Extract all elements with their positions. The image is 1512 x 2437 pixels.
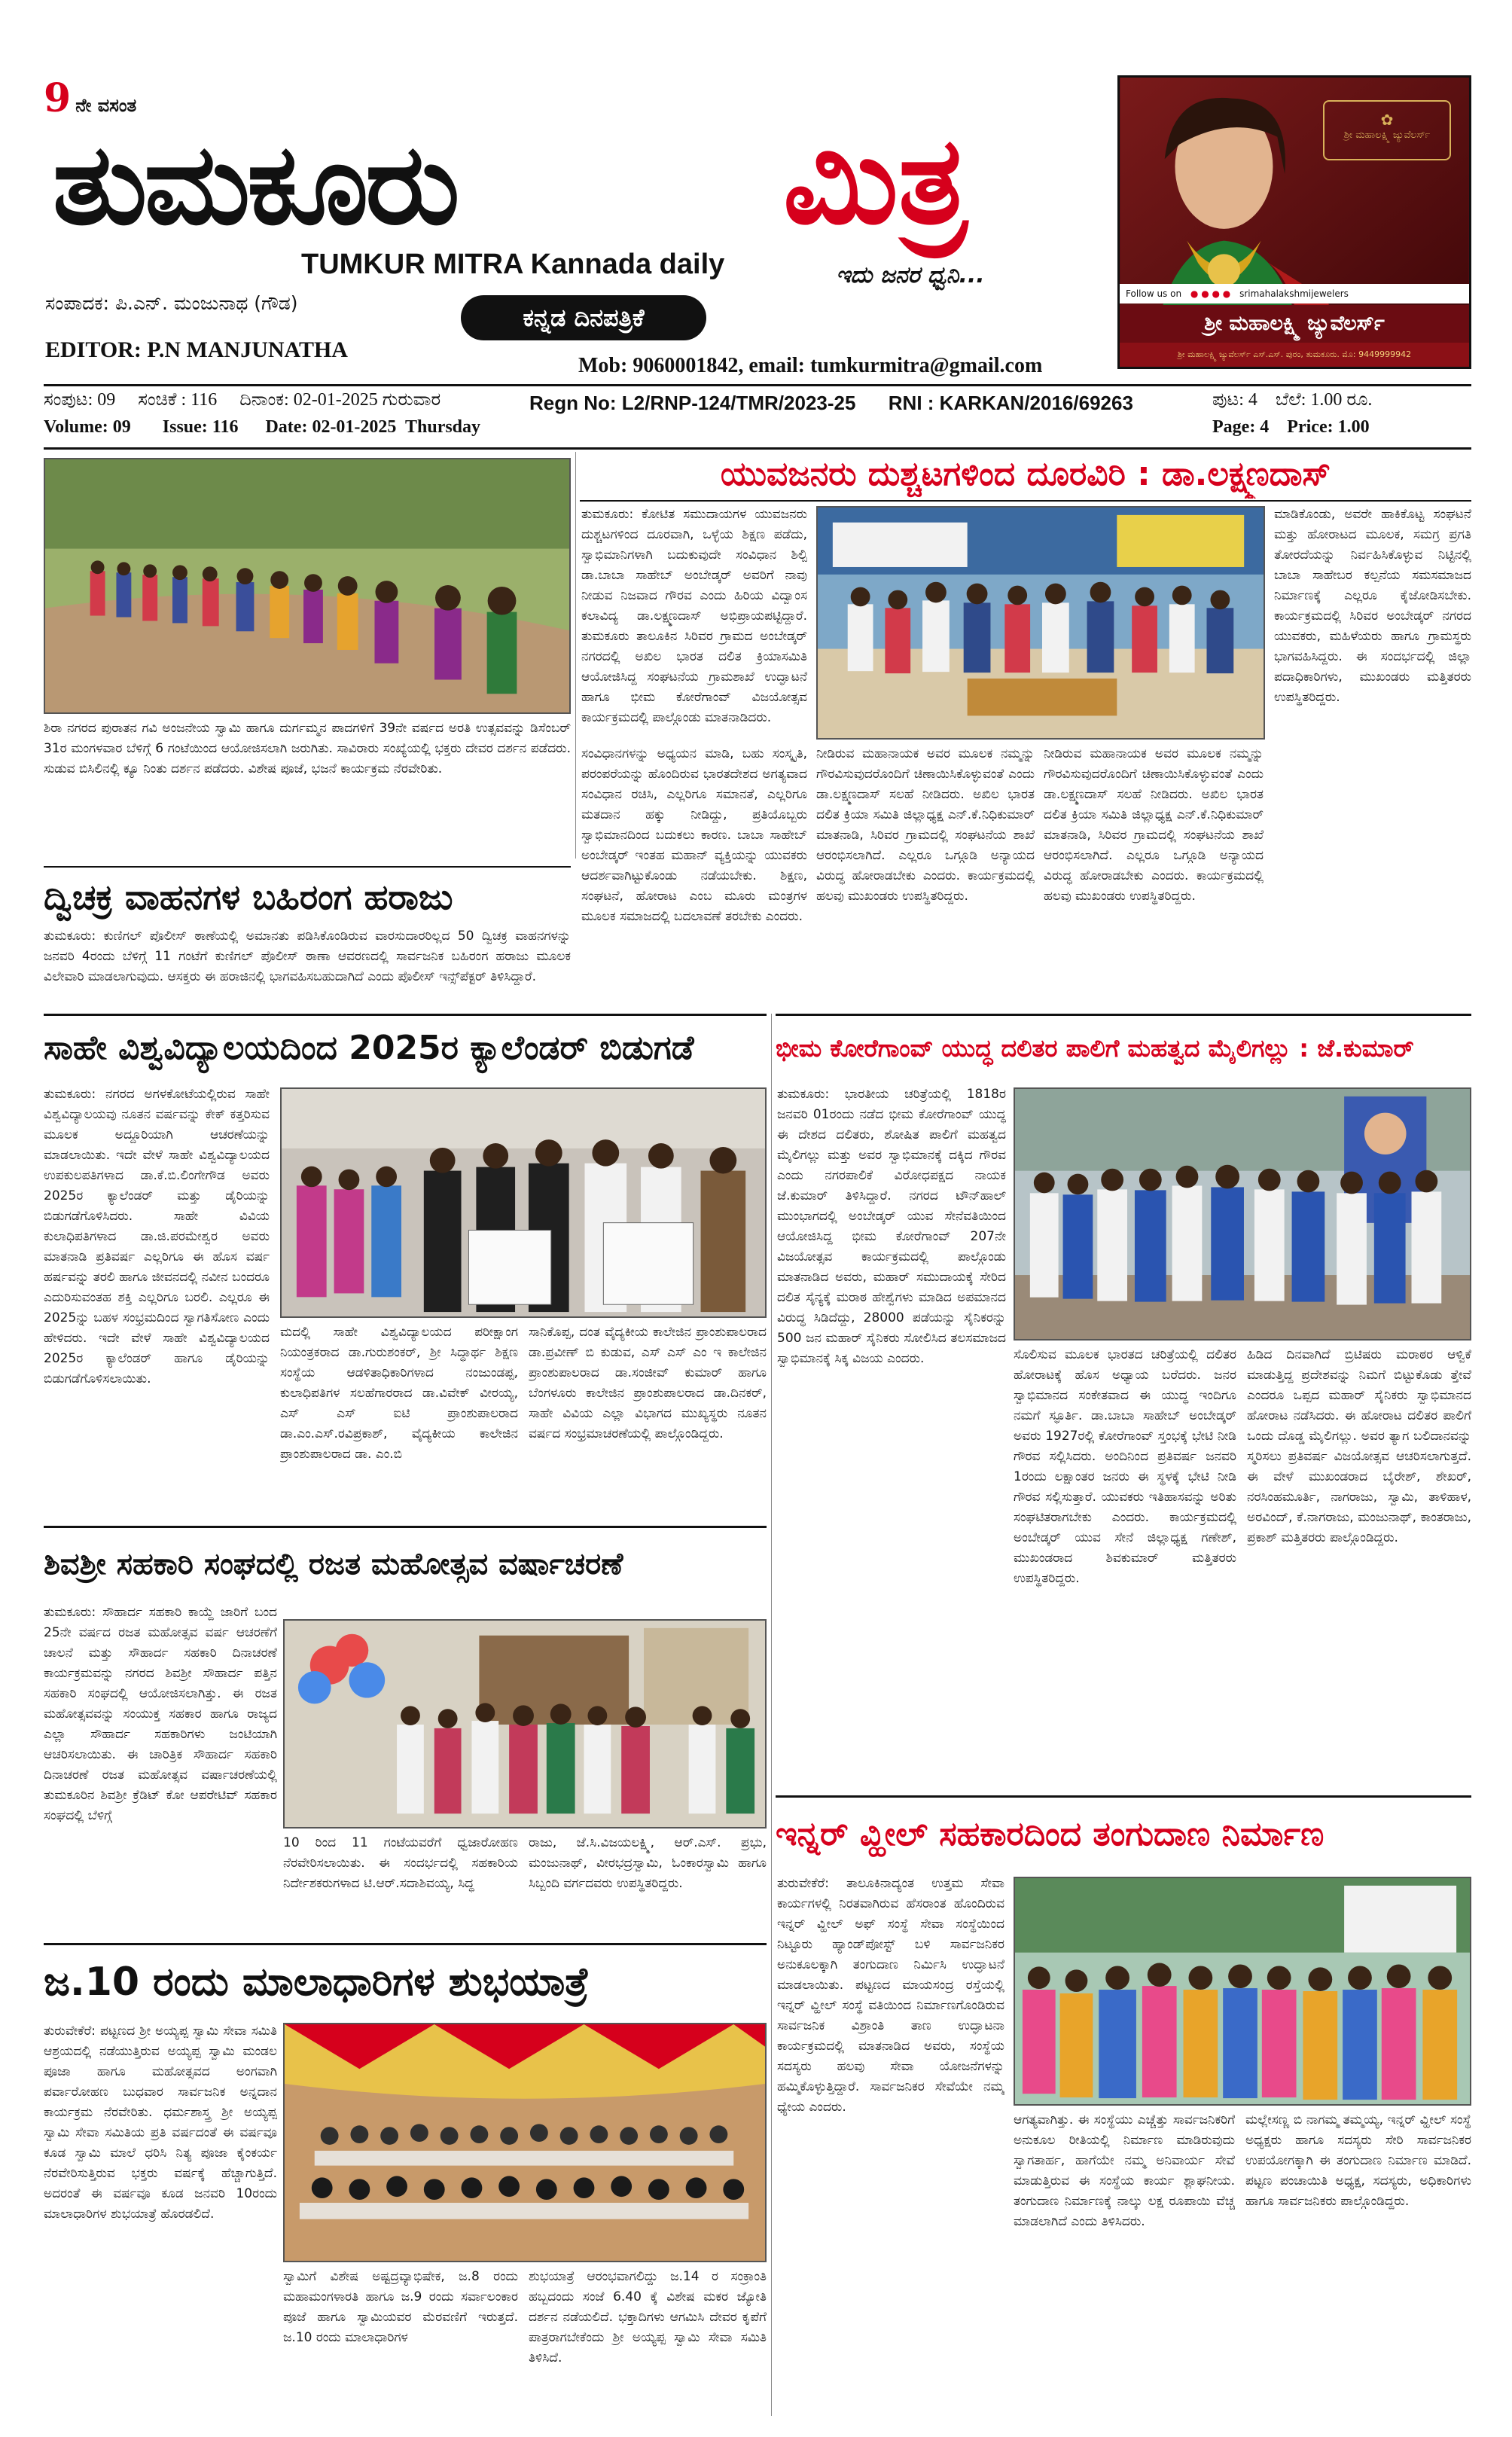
auction-headline: ದ್ವಿಚಕ್ರ ವಾಹನಗಳ ಬಹಿರಂಗ ಹರಾಜು: [44, 877, 453, 917]
auction-body: ತುಮಕೂರು: ಕುಣಿಗಲ್ ಪೊಲೀಸ್ ಠಾಣೆಯಲ್ಲಿ ಅಮಾನತು ಪಡಿಸಿಕೊಂಡಿರುವ ವಾರಸುದಾರರಿಲ್ಲದ 50 ದ್ವಿಚಕ್ರ ವಾಹನಗಳನ್ನು ಜನವರಿ 4ರಂದು ಬೆಳಿಗ್ಗೆ 11 ಗಂಟೆಗೆ ಕುಣಿಗಲ್ ಪೊಲೀಸ್ ಠಾಣಾ ಆವರಣದಲ್ಲಿ ಸಾರ್ವಜನಿಕ ಬಹಿರಂಗ ಹರಾಜು ಮೂಲಕ ವಿಲೇವಾರಿ ಮಾಡಲಾಗುವುದು. ಆಸಕ್ತರು ಈ ಹರಾಜಿನಲ್ಲಿ ಭಾಗವಹಿಸಬಹುದಾಗಿದೆ ಎಂದು ಪೊಲೀಸ್ ಇನ್ಸ್‌ಪೆಕ್ಟರ್ ತಿಳಿಸಿದ್ದಾರೆ.: [44, 929, 571, 984]
koregaon-col3: ಹಿಡಿದ ದಿನವಾಗಿದೆ ಬ್ರಿಟಿಷರು ಮರಾಠರ ಆಳ್ವಿಕೆ ಮಾಡುತ್ತಿದ್ದ ಪ್ರದೇಶವನ್ನು ನಿಮಗೆ ಬಿಟ್ಟುಕೊಡು ತ್ತೇವೆ ಎಂದರೂ ಒಪ್ಪದ ಮಹಾರ್ ಸೈನಿಕರು ಸ್ವಾಭಿಮಾನದ ಹೋರಾಟ ನಡೆಸಿದರು. ಈ ಹೋರಾಟ ದಲಿತರ ಪಾಲಿಗೆ ಒಂದು ದೊಡ್ಡ ಮೈಲಿಗಲ್ಲು. ಅವರ ತ್ಯಾಗ ಬಲಿದಾನವನ್ನು ಸ್ಮರಿಸಲು ಪ್ರತಿವರ್ಷ ವಿಜಯೋತ್ಸವ ಆಚರಿಸಲಾಗುತ್ತದೆ. ಈ ವೇಳೆ ಮುಖಂಡರಾದ ಬೈರೇಶ್, ಶೇಖರ್, ನರಸಿಂಹಮೂರ್ತಿ, ನಾಗರಾಜು, ಸ್ವಾಮಿ, ತಾಳಿಹಾಳ, ಅರವಿಂದ್, ಕೆ.ನಾಗರಾಜು, ಮಂಜುನಾಥ್, ಕಾಂತರಾಜು, ಪ್ರಕಾಶ್ ಮತ್ತಿತರರು ಪಾಲ್ಗೊಂಡಿದ್ದರು.: [1247, 1347, 1471, 1545]
shivashri-event-photo: [283, 1619, 767, 1829]
koregaon-event-photo: [1014, 1087, 1471, 1341]
sahe-col1: ತುಮಕೂರು: ನಗರದ ಅಗಳಕೋಟೆಯಲ್ಲಿರುವ ಸಾಹೇ ವಿಶ್ವವಿದ್ಯಾಲಯವು ನೂತನ ವರ್ಷವನ್ನು ಕೇಕ್ ಕತ್ತರಿಸುವ ಮೂಲಕ ಅದ್ದೂರಿಯಾಗಿ ಆಚರಣೆಯನ್ನು ಮಾಡಲಾಯಿತು. ಇದೇ ವೇಳೆ ಸಾಹೇ ವಿಶ್ವವಿದ್ಯಾಲಯದ ಉಪಕುಲಪತಿಗಳಾದ ಡಾ.ಕೆ.ಬಿ.ಲಿಂಗೇಗೌಡ ಅವರು 2025ರ ಕ್ಯಾಲೆಂಡರ್ ಮತ್ತು ಡೈರಿಯನ್ನು ಬಿಡುಗಡೆಗೊಳಿಸಿದರು. ಸಾಹೇ ವಿವಿಯ ಕುಲಾಧಿಪತಿಗಳಾದ ಡಾ.ಜಿ.ಪರಮೇಶ್ವರ ಅವರು ಮಾತನಾಡಿ ಪ್ರತಿವರ್ಷ ಎಲ್ಲರಿಗೂ ಈ ಹೊಸ ವರ್ಷ ಹರ್ಷವನ್ನು ತರಲಿ ಹಾಗೂ ಜೀವನದಲ್ಲಿ ನವೀನ ಬಂದರೂ ಎದುರಿಸುವಂತಹ ಶಕ್ತಿ ಎಲ್ಲರಿಗೂ ಬರಲಿ. ಎಲ್ಲರೂ ಈ 2025ನ್ನು ಬಹಳ ಸಂಭ್ರಮದಿಂದ ಸ್ವಾಗತಿಸೋಣ ಎಂದು ಹೇಳಿದರು. ಇದೇ ವೇಳೆ ಸಾಹೇ ವಿಶ್ವವಿದ್ಯಾಲಯದ 2025ರ ಕ್ಯಾಲೆಂಡರ್ ಹಾಗೂ ಡೈರಿಯನ್ನು ಬಿಡುಗಡೆಗೊಳಿಸಲಾಯಿತು.: [44, 1087, 270, 1386]
youth-event-photo: [816, 506, 1265, 740]
temple-caption: ಶಿರಾ ನಗರದ ಪುರಾತನ ಗವಿ ಅಂಜನೇಯ ಸ್ವಾಮಿ ಹಾಗೂ ದುರ್ಗಮ್ಮನ ಪಾದಗಳಿಗೆ 39ನೇ ವರ್ಷದ ಅರತಿ ಉತ್ಸವವನ್ನು ಡಿಸೆಂಬರ್ 31ರ ಮಂಗಳವಾರ ಬೆಳಿಗ್ಗೆ 6 ಗಂಟೆಯಿಂದ ಆಯೋಜಿಸಲಾಗಿ ಜರುಗಿತು. ಸಾವಿರಾರು ಸಂಖ್ಯೆಯಲ್ಲಿ ಭಕ್ತರು ದೇವರ ದರ್ಶನ ಪಡೆದರು. ಸುಡುವ ಬಿಸಿಲಿನಲ್ಲಿ ಕ್ಯೂ ನಿಂತು ದರ್ಶನ ಪಡೆದರು. ವಿಶೇಷ ಪೂಜೆ, ಭಜನೆ ಕಾರ್ಯಕ್ರಮ ನೆರವೇರಿತು.: [44, 721, 571, 776]
ad-logo: ✿ ಶ್ರೀ ಮಹಾಲಕ್ಷ್ಮಿ ಜ್ಯುವೆಲರ್ಸ್: [1323, 100, 1451, 160]
jewellery-advertisement[interactable]: [1117, 75, 1471, 369]
ad-address: ಶ್ರೀ ಮಹಾಲಕ್ಷ್ಮಿ ಜ್ಯುವೆಲರ್ಸ್ ಎಸ್.ಎಸ್. ಪುರಂ, ತುಮಕೂರು. ಮೊ: 9449999942: [1120, 343, 1469, 367]
innerwheel-col3: ಮಲ್ಲೇಸಣ್ಣ ಬಿ ನಾಗಮ್ಮ ತಮ್ಮಯ್ಯ, ಇನ್ನರ್ ವ್ಹೀಲ್ ಸಂಸ್ಥೆ ಅಧ್ಯಕ್ಷರು ಹಾಗೂ ಸದಸ್ಯರು ಸೇರಿ ಸಾರ್ವಜನಿಕರ ಉಪಯೋಗಕ್ಕಾಗಿ ಈ ತಂಗುದಾಣ ನಿರ್ಮಾಣ ಮಾಡಿದೆ. ಪಟ್ಟಣ ಪಂಚಾಯಿತಿ ಅಧ್ಯಕ್ಷ, ಸದಸ್ಯರು, ಅಧಿಕಾರಿಗಳು ಹಾಗೂ ಸಾರ್ವಜನಿಕರು ಪಾಲ್ಗೊಂಡಿದ್ದರು.: [1245, 2112, 1471, 2209]
english-title: TUMKUR MITRA Kannada daily: [301, 249, 725, 280]
ayyappa-col2: ಸ್ವಾಮಿಗೆ ವಿಶೇಷ ಅಷ್ಟದ್ರವ್ಯಾಭಿಷೇಕ, ಜ.8 ರಂದು ಮಹಾಮಂಗಳಾರತಿ ಹಾಗೂ ಜ.9 ರಂದು ಸರ್ವಾಲಂಕಾರ ಪೂಜೆ ಹಾಗೂ ಸ್ವಾಮಿಯವರ ಮೆರವಣಿಗೆ ಇರುತ್ತದೆ. ಜ.10 ರಂದು ಮಾಲಾಧಾರಿಗಳ: [283, 2269, 518, 2345]
innerwheel-top-rule: [776, 1795, 1471, 1798]
ad-brand-name: ಶ್ರೀ ಮಹಾಲಕ್ಷ್ಮಿ ಜ್ಯುವೆಲರ್ಸ್: [1120, 305, 1469, 343]
editor-english: EDITOR: P.N MANJUNATHA: [45, 337, 348, 362]
youth-article-col2: ಸಂವಿಧಾನಗಳನ್ನು ಅಧ್ಯಯನ ಮಾಡಿ, ಬಹು ಸಂಸ್ಕೃತಿ, ಪರಂಪರೆಯನ್ನು ಹೊಂದಿರುವ ಭಾರತದೇಶದ ಅಗತ್ಯವಾದ ಸಂವಿಧಾನ ರಚಿಸಿ, ಎಲ್ಲರಿಗೂ ಸಮಾನತೆ, ಎಲ್ಲರಿಗೂ ಮತದಾನ ಹಕ್ಕು ನೀಡಿದ್ದು, ಪ್ರತಿಯೊಬ್ಬರು ಸ್ವಾಭಿಮಾನದಿಂದ ಬದುಕಲು ಕಾರಣ. ಬಾಬಾ ಸಾಹೇಬ್ ಅಂಬೇಡ್ಕರ್ ಇಂತಹ ಮಹಾನ್ ವ್ಯಕ್ತಿಯನ್ನು ಯುವಕರು ಆದರ್ಶವಾಗಿಟ್ಟುಕೊಂಡು ನಡೆಯಬೇಕು. ಶಿಕ್ಷಣ, ಸಂಘಟನೆ, ಹೋರಾಟ ಎಂಬ ಮೂರು ಮಂತ್ರಗಳ ಮೂಲಕ ಸಮಾಜದಲ್ಲಿ ಬದಲಾವಣೆ ತರಬೇಕು ಎಂದರು.: [581, 746, 807, 924]
shivashri-col2: 10 ರಿಂದ 11 ಗಂಟೆಯವರೆಗೆ ಧ್ವಜಾರೋಹಣ ನೆರವೇರಿಸಲಾಯಿತು. ಈ ಸಂದರ್ಭದಲ್ಲಿ ಸಹಕಾರಿಯ ನಿರ್ದೇಶಕರುಗಳಾದ ಟಿ.ಆರ್.ಸದಾಶಿವಯ್ಯ, ಸಿದ್ಧ: [283, 1835, 518, 1891]
social-icons: ● ● ● ●: [1190, 288, 1231, 299]
registration-number: Regn No: L2/RNP-124/TMR/2023-25 RNI : KARKAN/2016/69263: [529, 392, 1133, 414]
edition-suffix: ನೇ ವಸಂತ: [75, 94, 137, 116]
sahe-col2: ಮದಲ್ಲಿ ಸಾಹೇ ವಿಶ್ವವಿದ್ಯಾಲಯದ ಪರೀಕ್ಷಾಂಗ ನಿಯಂತ್ರಕರಾದ ಡಾ.ಗುರುಶಂಕರ್, ಶ್ರೀ ಸಿದ್ಧಾರ್ಥ ಶಿಕ್ಷಣ ಸಂಸ್ಥೆಯ ಆಡಳಿತಾಧಿಕಾರಿಗಳಾದ ನಂಜುಂಡಪ್ಪ, ಕುಲಾಧಿಪತಿಗಳ ಸಲಹೆಗಾರರಾದ ಡಾ.ವಿವೇಕ್ ವೀರಯ್ಯ, ಎಸ್ ಎಸ್ ಐಟಿ ಪ್ರಾಂಶುಪಾಲರಾದ ಡಾ.ಎಂ.ಎಸ್.ರವಿಪ್ರಕಾಶ್, ವೈದ್ಯಕೀಯ ಕಾಲೇಜಿನ ಪ್ರಾಂಶುಪಾಲರಾದ ಡಾ. ಎಂ.ಬಿ: [280, 1325, 518, 1462]
ayyappa-headline: ಜ.10 ರಂದು ಮಾಲಾಧಾರಿಗಳ ಶುಭಯಾತ್ರೆ: [44, 1960, 590, 2005]
column-divider-center: [771, 1014, 772, 2416]
column-divider-left: [575, 452, 576, 859]
sahe-calendar-photo: [280, 1087, 767, 1318]
sahe-top-rule: [44, 1014, 767, 1016]
auction-top-rule: [44, 866, 571, 868]
sahe-headline: ಸಾಹೇ ವಿಶ್ವವಿದ್ಯಾಲಯದಿಂದ 2025ರ ಕ್ಯಾಲೆಂಡರ್ ಬಿಡುಗಡೆ: [44, 1029, 694, 1067]
koregaon-top-rule: [776, 1014, 1471, 1016]
ayyappa-annadana-photo: [283, 2023, 767, 2262]
contact-line: Mob: 9060001842, email: tumkurmitra@gmail.com: [578, 354, 1043, 377]
masthead-title-kannada: ತುಮಕೂರು: [53, 120, 457, 249]
temple-queue-photo: [44, 458, 571, 714]
shivashri-headline: ಶಿವಶ್ರೀ ಸಹಕಾರಿ ಸಂಘದಲ್ಲಿ ರಜತ ಮಹೋತ್ಸವ ವರ್ಷಾಚರಣೆ: [44, 1547, 623, 1581]
info-bar-bottom-rule: [44, 447, 1471, 450]
innerwheel-headline: ಇನ್ನರ್ ವ್ಹೀಲ್ ಸಹಕಾರದಿಂದ ತಂಗುದಾಣ ನಿರ್ಮಾಣ: [776, 1815, 1325, 1853]
page-price-en: Page: 4 Price: 1.00: [1212, 417, 1370, 437]
youth-article-headline: ಯುವಜನರು ದುಶ್ಚಟಗಳಿಂದ ದೂರವಿರಿ : ಡಾ.ಲಕ್ಷ್ಮಣದಾಸ್: [720, 455, 1331, 493]
page-price-kn: ಪುಟ: 4 ಬೆಲೆ: 1.00 ರೂ.: [1212, 390, 1373, 410]
edition-number: 9 ನೇ ವಸಂತ: [44, 75, 137, 121]
masthead-title-mitra: ಮಿತ್ರ: [783, 110, 968, 251]
kannada-daily-badge: ಕನ್ನಡ ದಿನಪತ್ರಿಕೆ: [461, 295, 706, 340]
koregaon-headline: ಭೀಮ ಕೋರೆಗಾಂವ್ ಯುದ್ಧ ದಲಿತರ ಪಾಲಿಗೆ ಮಹತ್ವದ ಮೈಲಿಗಲ್ಲು : ಜೆ.ಕುಮಾರ್: [776, 1034, 1414, 1063]
koregaon-col2: ಸೊಲಿಸುವ ಮೂಲಕ ಭಾರತದ ಚರಿತ್ರೆಯಲ್ಲಿ ದಲಿತರ ಹೋರಾಟಕ್ಕೆ ಹೊಸ ಅಧ್ಯಾಯ ಬರೆದರು. ಜನರ ಸ್ವಾಭಿಮಾನದ ಸಂಕೇತವಾದ ಈ ಯುದ್ಧ ಇಂದಿಗೂ ನಮಗೆ ಸ್ಫೂರ್ತಿ. ಡಾ.ಬಾಬಾ ಸಾಹೇಬ್ ಅಂಬೇಡ್ಕರ್ ಅವರು 1927ರಲ್ಲಿ ಕೋರೆಗಾಂವ್ ಸ್ತಂಭಕ್ಕೆ ಭೇಟಿ ನೀಡಿ ಗೌರವ ಸಲ್ಲಿಸಿದರು. ಅಂದಿನಿಂದ ಪ್ರತಿವರ್ಷ ಜನವರಿ 1ರಂದು ಲಕ್ಷಾಂತರ ಜನರು ಈ ಸ್ಥಳಕ್ಕೆ ಭೇಟಿ ನೀಡಿ ಗೌರವ ಸಲ್ಲಿಸುತ್ತಾರೆ. ಯುವಕರು ಇತಿಹಾಸವನ್ನು ಅರಿತು ಸಂಘಟಿತರಾಗಬೇಕು ಎಂದರು. ಕಾರ್ಯಕ್ರಮದಲ್ಲಿ ಅಂಬೇಡ್ಕರ್ ಯುವ ಸೇನೆ ಜಿಲ್ಲಾಧ್ಯಕ್ಷ ಗಣೇಶ್, ಮುಖಂಡರಾದ ಶಿವಕುಮಾರ್ ಮತ್ತಿತರರು ಉಪಸ್ಥಿತರಿದ್ದರು.: [1014, 1347, 1236, 1586]
editor-kannada: ಸಂಪಾದಕ: ಪಿ.ಎನ್. ಮಂಜುನಾಥ (ಗೌಡ): [45, 292, 298, 314]
youth-article-col1: ತುಮಕೂರು: ಕೋಟಿತ ಸಮುದಾಯಗಳ ಯುವಜನರು ದುಶ್ಚಟಗಳಿಂದ ದೂರವಾಗಿ, ಒಳ್ಳೆಯ ಶಿಕ್ಷಣ ಪಡೆದು, ಸ್ವಾಭಿಮಾನಿಗಳಾಗಿ ಬದುಕುವುದೇ ಸಂವಿಧಾನ ಶಿಲ್ಪಿ ಡಾ.ಬಾಬಾ ಸಾಹೇಬ್ ಅಂಬೇಡ್ಕರ್ ಅವರಿಗೆ ನಾವು ನೀಡುವ ನಿಜವಾದ ಗೌರವ ಎಂದು ಹಿರಿಯ ವಿದ್ವಾಂಸ ಕಲಾವಿದ್ಯ ಡಾ.ಲಕ್ಷ್ಮಣದಾಸ್ ಅಭಿಪ್ರಾಯಪಟ್ಟಿದ್ದಾರೆ. ತುಮಕೂರು ತಾಲೂಕಿನ ಸಿರಿವರ ಗ್ರಾಮದ ಅಂಬೇಡ್ಕರ್ ನಗರದಲ್ಲಿ ಅಖಿಲ ಭಾರತ ದಲಿತ ಕ್ರಿಯಾಸಮಿತಿ ಆಯೋಜಿಸಿದ್ದ ಸಂಘಟನೆಯ ಗ್ರಾಮಶಾಖೆ ಉದ್ಘಾಟನೆ ಹಾಗೂ ಭೀಮ ಕೋರೆಗಾಂವ್ ವಿಜಯೋತ್ಸವ ಕಾರ್ಯಕ್ರಮದಲ್ಲಿ ಪಾಲ್ಗೊಂಡು ಮಾತನಾಡಿದರು.: [581, 507, 807, 725]
ayyappa-col1: ತುರುವೇಕೆರೆ: ಪಟ್ಟಣದ ಶ್ರೀ ಅಯ್ಯಪ್ಪ ಸ್ವಾಮಿ ಸೇವಾ ಸಮಿತಿ ಆಶ್ರಯದಲ್ಲಿ ನಡೆಯುತ್ತಿರುವ ಅಯ್ಯಪ್ಪ ಸ್ವಾಮಿ ಮಂಡಲ ಪೂಜಾ ಹಾಗೂ ಮಹೋತ್ಸವದ ಅಂಗವಾಗಿ ಪರ್ವಾರೋಹಣ ಬುಧವಾರ ಸಾರ್ವಜನಿಕ ಅನ್ನದಾನ ಕಾರ್ಯಕ್ರಮ ನೆರವೇರಿತು. ಧರ್ಮಶಾಸ್ತ್ರ ಶ್ರೀ ಅಯ್ಯಪ್ಪ ಸ್ವಾಮಿ ಸೇವಾ ಸಮಿತಿಯ ಪ್ರತಿ ವರ್ಷದಂತೆ ಈ ವರ್ಷವೂ ಕೂಡ ಸ್ವಾಮಿ ಮಾಲೆ ಧರಿಸಿ ನಿತ್ಯ ಪೂಜಾ ಕೈಂಕರ್ಯ ನೆರವೇರಿಸುತ್ತಿರುವ ಭಕ್ತರು ವರ್ಷಕ್ಕೆ ಹೆಚ್ಚಾಗುತ್ತಿದೆ. ಅದರಂತೆ ಈ ವರ್ಷವೂ ಕೂಡ ಜನವರಿ 10ರಂದು ಮಾಲಾಧಾರಿಗಳ ಶುಭಯಾತ್ರೆ ಹೊರಡಲಿದೆ.: [44, 2024, 277, 2222]
youth-article-col4: ಮಾಡಿಕೊಂಡು, ಅವರೇ ಹಾಕಿಕೊಟ್ಟ ಸಂಘಟನೆ ಮತ್ತು ಹೋರಾಟದ ಮೂಲಕ, ಸಮಗ್ರ ಪ್ರಗತಿ ತೋರದೆಯನ್ನು ನಿರ್ವಹಿಸಿಕೊಳ್ಳುವ ನಿಟ್ಟಿನಲ್ಲಿ ಬಾಬಾ ಸಾಹೇಬರ ಕಲ್ಪನೆಯ ಸಮಸಮಾಜದ ನಿರ್ಮಾಣಕ್ಕೆ ಎಲ್ಲರೂ ಕೈಜೋಡಿಸಬೇಕು. ಕಾರ್ಯಕ್ರಮದಲ್ಲಿ ಸಿರಿವರ ಅಂಬೇಡ್ಕರ್ ನಗರದ ಯುವಕರು, ಮಹಿಳೆಯರು ಹಾಗೂ ಗ್ರಾಮಸ್ಥರು ಭಾಗವಹಿಸಿದ್ದರು. ಈ ಸಂದರ್ಭದಲ್ಲಿ ಜಿಲ್ಲಾ ಪದಾಧಿಕಾರಿಗಳು, ಮುಖಂಡರು ಮತ್ತಿತರರು ಉಪಸ್ಥಿತರಿದ್ದರು.: [1274, 507, 1471, 705]
info-bar: [44, 389, 1471, 446]
innerwheel-group-photo: [1014, 1877, 1471, 2106]
info-bar-top-rule: [44, 384, 1471, 386]
ayyappa-top-rule: [44, 1943, 767, 1945]
koregaon-col1: ತುಮಕೂರು: ಭಾರತೀಯ ಚರಿತ್ರೆಯಲ್ಲಿ 1818ರ ಜನವರಿ 01ರಂದು ನಡೆದ ಭೀಮ ಕೋರೆಗಾಂವ್ ಯುದ್ಧ ಈ ದೇಶದ ದಲಿತರು, ಶೋಷಿತ ಪಾಲಿಗೆ ಮಹತ್ವದ ಮೈಲಿಗಲ್ಲು ಮತ್ತು ಅವರ ಸ್ವಾಭಿಮಾನಕ್ಕೆ ದಕ್ಕಿದ ಗೌರವ ಎಂದು ನಗರಪಾಲಿಕೆ ವಿರೋಧಪಕ್ಷದ ನಾಯಕ ಜೆ.ಕುಮಾರ್ ತಿಳಿಸಿದ್ದಾರೆ. ನಗರದ ಟೌನ್‌ಹಾಲ್ ಮುಂಭಾಗದಲ್ಲಿ ಅಂಬೇಡ್ಕರ್ ಯುವ ಸೇನೆವತಿಯಿಂದ ಆಯೋಜಿಸಿದ್ದ ಭೀಮ ಕೋರೆಗಾಂವ್ 207ನೇ ವಿಜಯೋತ್ಸವ ಕಾರ್ಯಕ್ರಮದಲ್ಲಿ ಪಾಲ್ಗೊಂಡು ಮಾತನಾಡಿದ ಅವರು, ಮಹಾರ್ ಸಮುದಾಯಕ್ಕೆ ಸೇರಿದ ದಲಿತ ಸೈನ್ಯಕ್ಕೆ ಮರಾಠ ಹೇಶ್ವೆಗಳು ಮಾಡಿದ ಅಪಮಾನದ ವಿರುದ್ಧ ಸಿಡಿದೆದ್ದು, 28000 ಪಡೆಯನ್ನು ಸೈನಿಕರನ್ನು 500 ಜನ ಮಹಾರ್ ಸೈನಿಕರು ಸೋಲಿಸಿದ ತಲಸಮಾಜದ ಸ್ವಾಭಿಮಾನಕ್ಕೆ ಸಿಕ್ಕ ವಿಜಯ ಎಂದರು.: [777, 1087, 1006, 1366]
shivashri-col3: ರಾಜು, ಜೆ.ಸಿ.ವಿಜಯಲಕ್ಷ್ಮಿ, ಆರ್.ಎಸ್. ಪ್ರಭು, ಮಂಜುನಾಥ್, ವೀರಭದ್ರಸ್ವಾಮಿ, ಓಂಕಾರಸ್ವಾಮಿ ಹಾಗೂ ಸಿಬ್ಬಂದಿ ವರ್ಗದವರು ಉಪಸ್ಥಿತರಿದ್ದರು.: [529, 1835, 767, 1891]
youth-headline-rule: [580, 500, 1471, 502]
volume-issue-date-en: Volume: 09 Issue: 116 Date: 02-01-2025 Thursday: [44, 417, 481, 437]
youth-article-col3b: ನೀಡಿರುವ ಮಹಾನಾಯಕ ಅವರ ಮೂಲಕ ನಮ್ಮನ್ನು ಗೌರವಿಸುವುದರೊಂದಿಗೆ ಚಿಣಾಯಿಸಿಕೊಳ್ಳುವಂತೆ ಎಂದು ಡಾ.ಲಕ್ಷ್ಮಣದಾಸ್ ಸಲಹೆ ನೀಡಿದರು. ಅಖಿಲ ಭಾರತ ದಲಿತ ಕ್ರಿಯಾ ಸಮಿತಿ ಜಿಲ್ಲಾಧ್ಯಕ್ಷ ಎನ್.ಕೆ.ನಿಧಿಕುಮಾರ್ ಮಾತನಾಡಿ, ಸಿರಿವರ ಗ್ರಾಮದಲ್ಲಿ ಸಂಘಟನೆಯ ಶಾಖೆ ಆರಂಭಿಸಲಾಗಿದೆ. ಎಲ್ಲರೂ ಒಗ್ಗೂಡಿ ಅನ್ಯಾಯದ ವಿರುದ್ಧ ಹೋರಾಡಬೇಕು ಎಂದರು. ಕಾರ್ಯಕ್ರಮದಲ್ಲಿ ಹಲವು ಮುಖಂಡರು ಉಪಸ್ಥಿತರಿದ್ದರು.: [1044, 746, 1264, 904]
innerwheel-col2: ಆಗತ್ಯವಾಗಿತ್ತು. ಈ ಸಂಸ್ಥೆಯು ಎಚ್ಚೆತ್ತು ಸಾರ್ವಜನಿಕರಿಗೆ ಅನುಕೂಲ ರೀತಿಯಲ್ಲಿ ನಿರ್ಮಾಣ ಮಾಡಿರುವುದು ಸ್ವಾಗತಾರ್ಹ, ಹಾಗೆಯೇ ನಮ್ಮ ಅನಿವಾರ್ಯ ಸೇವೆ ಮಾಡುತ್ತಿರುವ ಈ ಸಂಸ್ಥೆಯ ಕಾರ್ಯ ಶ್ಲಾಘನೀಯ. ತಂಗುದಾಣ ನಿರ್ಮಾಣಕ್ಕೆ ನಾಲ್ಕು ಲಕ್ಷ ರೂಪಾಯಿ ವೆಚ್ಚ ಮಾಡಲಾಗಿದೆ ಎಂದು ತಿಳಿಸಿದರು.: [1014, 2112, 1235, 2229]
ad-follow-bar: Follow us on ● ● ● ● srimahalakshmijewelers: [1120, 284, 1469, 303]
shivashri-col1: ತುಮಕೂರು: ಸೌಹಾರ್ದ ಸಹಕಾರಿ ಕಾಯ್ದೆ ಜಾರಿಗೆ ಬಂದ 25ನೇ ವರ್ಷದ ರಜತ ಮಹೋತ್ಸವ ವರ್ಷ ಆಚರಣೆಗೆ ಚಾಲನೆ ಮತ್ತು ಸೌಹಾರ್ದ ಸಹಕಾರಿ ದಿನಾಚರಣೆ ಕಾರ್ಯಕ್ರಮವನ್ನು ನಗರದ ಶಿವಶ್ರೀ ಸೌಹಾರ್ದ ಪತ್ತಿನ ಸಹಕಾರಿ ಸಂಘದಲ್ಲಿ ಆಯೋಜಿಸಲಾಗಿತ್ತು. ಈ ರಜತ ಮಹೋತ್ಸವವನ್ನು ಸಂಯುಕ್ತ ಸಹಕಾರ ಹಾಗೂ ರಾಜ್ಯದ ಎಲ್ಲಾ ಸೌಹಾರ್ದ ಸಹಕಾರಿಗಳು ಜಂಟಿಯಾಗಿ ಆಚರಿಸಲಾಯಿತು. ಈ ಚಾರಿತ್ರಿಕ ಸೌಹಾರ್ದ ಸಹಕಾರಿ ದಿನಾಚರಣೆ ರಜತ ಮಹೋತ್ಸವ ವರ್ಷಾಚರಣೆಯಲ್ಲಿ ತುಮಕೂರಿನ ಶಿವಶ್ರೀ ಕ್ರೆಡಿಟ್ ಕೋ ಆಪರೇಟಿವ್ ಸಹಕಾರ ಸಂಘದಲ್ಲಿ ಬೆಳಿಗ್ಗೆ: [44, 1605, 277, 1823]
shivashri-top-rule: [44, 1526, 767, 1528]
ad-logo-icon: ✿: [1380, 111, 1394, 129]
youth-article-col3: ನೀಡಿರುವ ಮಹಾನಾಯಕ ಅವರ ಮೂಲಕ ನಮ್ಮನ್ನು ಗೌರವಿಸುವುದರೊಂದಿಗೆ ಚಿಣಾಯಿಸಿಕೊಳ್ಳುವಂತೆ ಎಂದು ಡಾ.ಲಕ್ಷ್ಮಣದಾಸ್ ಸಲಹೆ ನೀಡಿದರು. ಅಖಿಲ ಭಾರತ ದಲಿತ ಕ್ರಿಯಾ ಸಮಿತಿ ಜಿಲ್ಲಾಧ್ಯಕ್ಷ ಎನ್.ಕೆ.ನಿಧಿಕುಮಾರ್ ಮಾತನಾಡಿ, ಸಿರಿವರ ಗ್ರಾಮದಲ್ಲಿ ಸಂಘಟನೆಯ ಶಾಖೆ ಆರಂಭಿಸಲಾಗಿದೆ. ಎಲ್ಲರೂ ಒಗ್ಗೂಡಿ ಅನ್ಯಾಯದ ವಿರುದ್ಧ ಹೋರಾಡಬೇಕು ಎಂದರು. ಕಾರ್ಯಕ್ರಮದಲ್ಲಿ ಹಲವು ಮುಖಂಡರು ಉಪಸ್ಥಿತರಿದ್ದರು.: [816, 746, 1035, 904]
ayyappa-col3: ಶುಭಯಾತ್ರೆ ಆರಂಭವಾಗಲಿದ್ದು ಜ.14 ರ ಸಂಕ್ರಾಂತಿ ಹಬ್ಬದಂದು ಸಂಜೆ 6.40 ಕ್ಕೆ ವಿಶೇಷ ಮಕರ ಜ್ಯೋತಿ ದರ್ಶನ ನಡೆಯಲಿದೆ. ಭಕ್ತಾದಿಗಳು ಆಗಮಿಸಿ ದೇವರ ಕೃಪೆಗೆ ಪಾತ್ರರಾಗಬೇಕೆಂದು ಶ್ರೀ ಅಯ್ಯಪ್ಪ ಸ್ವಾಮಿ ಸೇವಾ ಸಮಿತಿ ತಿಳಿಸಿದೆ.: [529, 2269, 767, 2365]
tagline: ಇದು ಜನರ ಧ್ವನಿ...: [836, 262, 985, 288]
sahe-col3: ಸಾನಿಕೊಪ್ಪ, ದಂತ ವೈದ್ಯಕೀಯ ಕಾಲೇಜಿನ ಪ್ರಾಂಶುಪಾಲರಾದ ಡಾ.ಪ್ರವೀಣ್ ಬಿ ಕುಡುವ, ಎಸ್ ಎಸ್ ಎಂ ಇ ಕಾಲೇಜಿನ ಪ್ರಾಂಶುಪಾಲರಾದ ಡಾ.ಸಂಜೀವ್ ಕುಮಾರ್ ಹಾಗೂ ಬೆಂಗಳೂರು ಕಾಲೇಜಿನ ಪ್ರಾಂಶುಪಾಲರಾದ ಡಾ.ದಿನಕರ್, ಸಾಹೇ ವಿವಿಯ ಎಲ್ಲಾ ವಿಭಾಗದ ಮುಖ್ಯಸ್ಥರು ನೂತನ ವರ್ಷದ ಸಂಭ್ರಮಾಚರಣೆಯಲ್ಲಿ ಪಾಲ್ಗೊಂಡಿದ್ದರು.: [529, 1325, 767, 1441]
volume-issue-date-kn: ಸಂಪುಟ: 09 ಸಂಚಿಕೆ : 116 ದಿನಾಂಕ: 02-01-2025 ಗುರುವಾರ: [44, 390, 441, 410]
innerwheel-col1: ತುರುವೇಕೆರೆ: ತಾಲೂಕಿನಾದ್ಯಂತ ಉತ್ತಮ ಸೇವಾ ಕಾರ್ಯಗಳಲ್ಲಿ ನಿರತವಾಗಿರುವ ಹೆಸರಾಂತ ಹೊಂದಿರುವ ಇನ್ನರ್ ವ್ಹೀಲ್ ಅಫ್ ಸಂಸ್ಥೆ ಸೇವಾ ಸಂಸ್ಥೆಯಿಂದ ನಿಟ್ಟೂರು ಹ್ಯಾಂಡ್‌ಪೋಸ್ಟ್ ಬಳಿ ಸಾರ್ವಜನಿಕರ ಅನುಕೂಲಕ್ಕಾಗಿ ತಂಗುದಾಣ ನಿರ್ಮಿಸಿ ಉದ್ಘಾಟನೆ ಮಾಡಲಾಯಿತು. ಪಟ್ಟಣದ ಮಾಯಸಂದ್ರ ರಸ್ತೆಯಲ್ಲಿ ಇನ್ನರ್ ವ್ಹೀಲ್ ಸಂಸ್ಥೆ ವತಿಯಿಂದ ನಿರ್ಮಾಣಗೊಂಡಿರುವ ಸಾರ್ವಜನಿಕ ವಿಶ್ರಾಂತಿ ತಾಣ ಉದ್ಘಾಟನಾ ಕಾರ್ಯಕ್ರಮದಲ್ಲಿ ಮಾತನಾಡಿದ ಅವರು, ಸಂಸ್ಥೆಯ ಸದಸ್ಯರು ಹಲವು ಸೇವಾ ಯೋಜನೆಗಳನ್ನು ಹಮ್ಮಿಕೊಳ್ಳುತ್ತಿದ್ದಾರೆ. ಸಾರ್ವಜನಿಕರ ಸೇವೆಯೇ ನಮ್ಮ ಧ್ಯೇಯ ಎಂದರು.: [777, 1876, 1004, 2115]
